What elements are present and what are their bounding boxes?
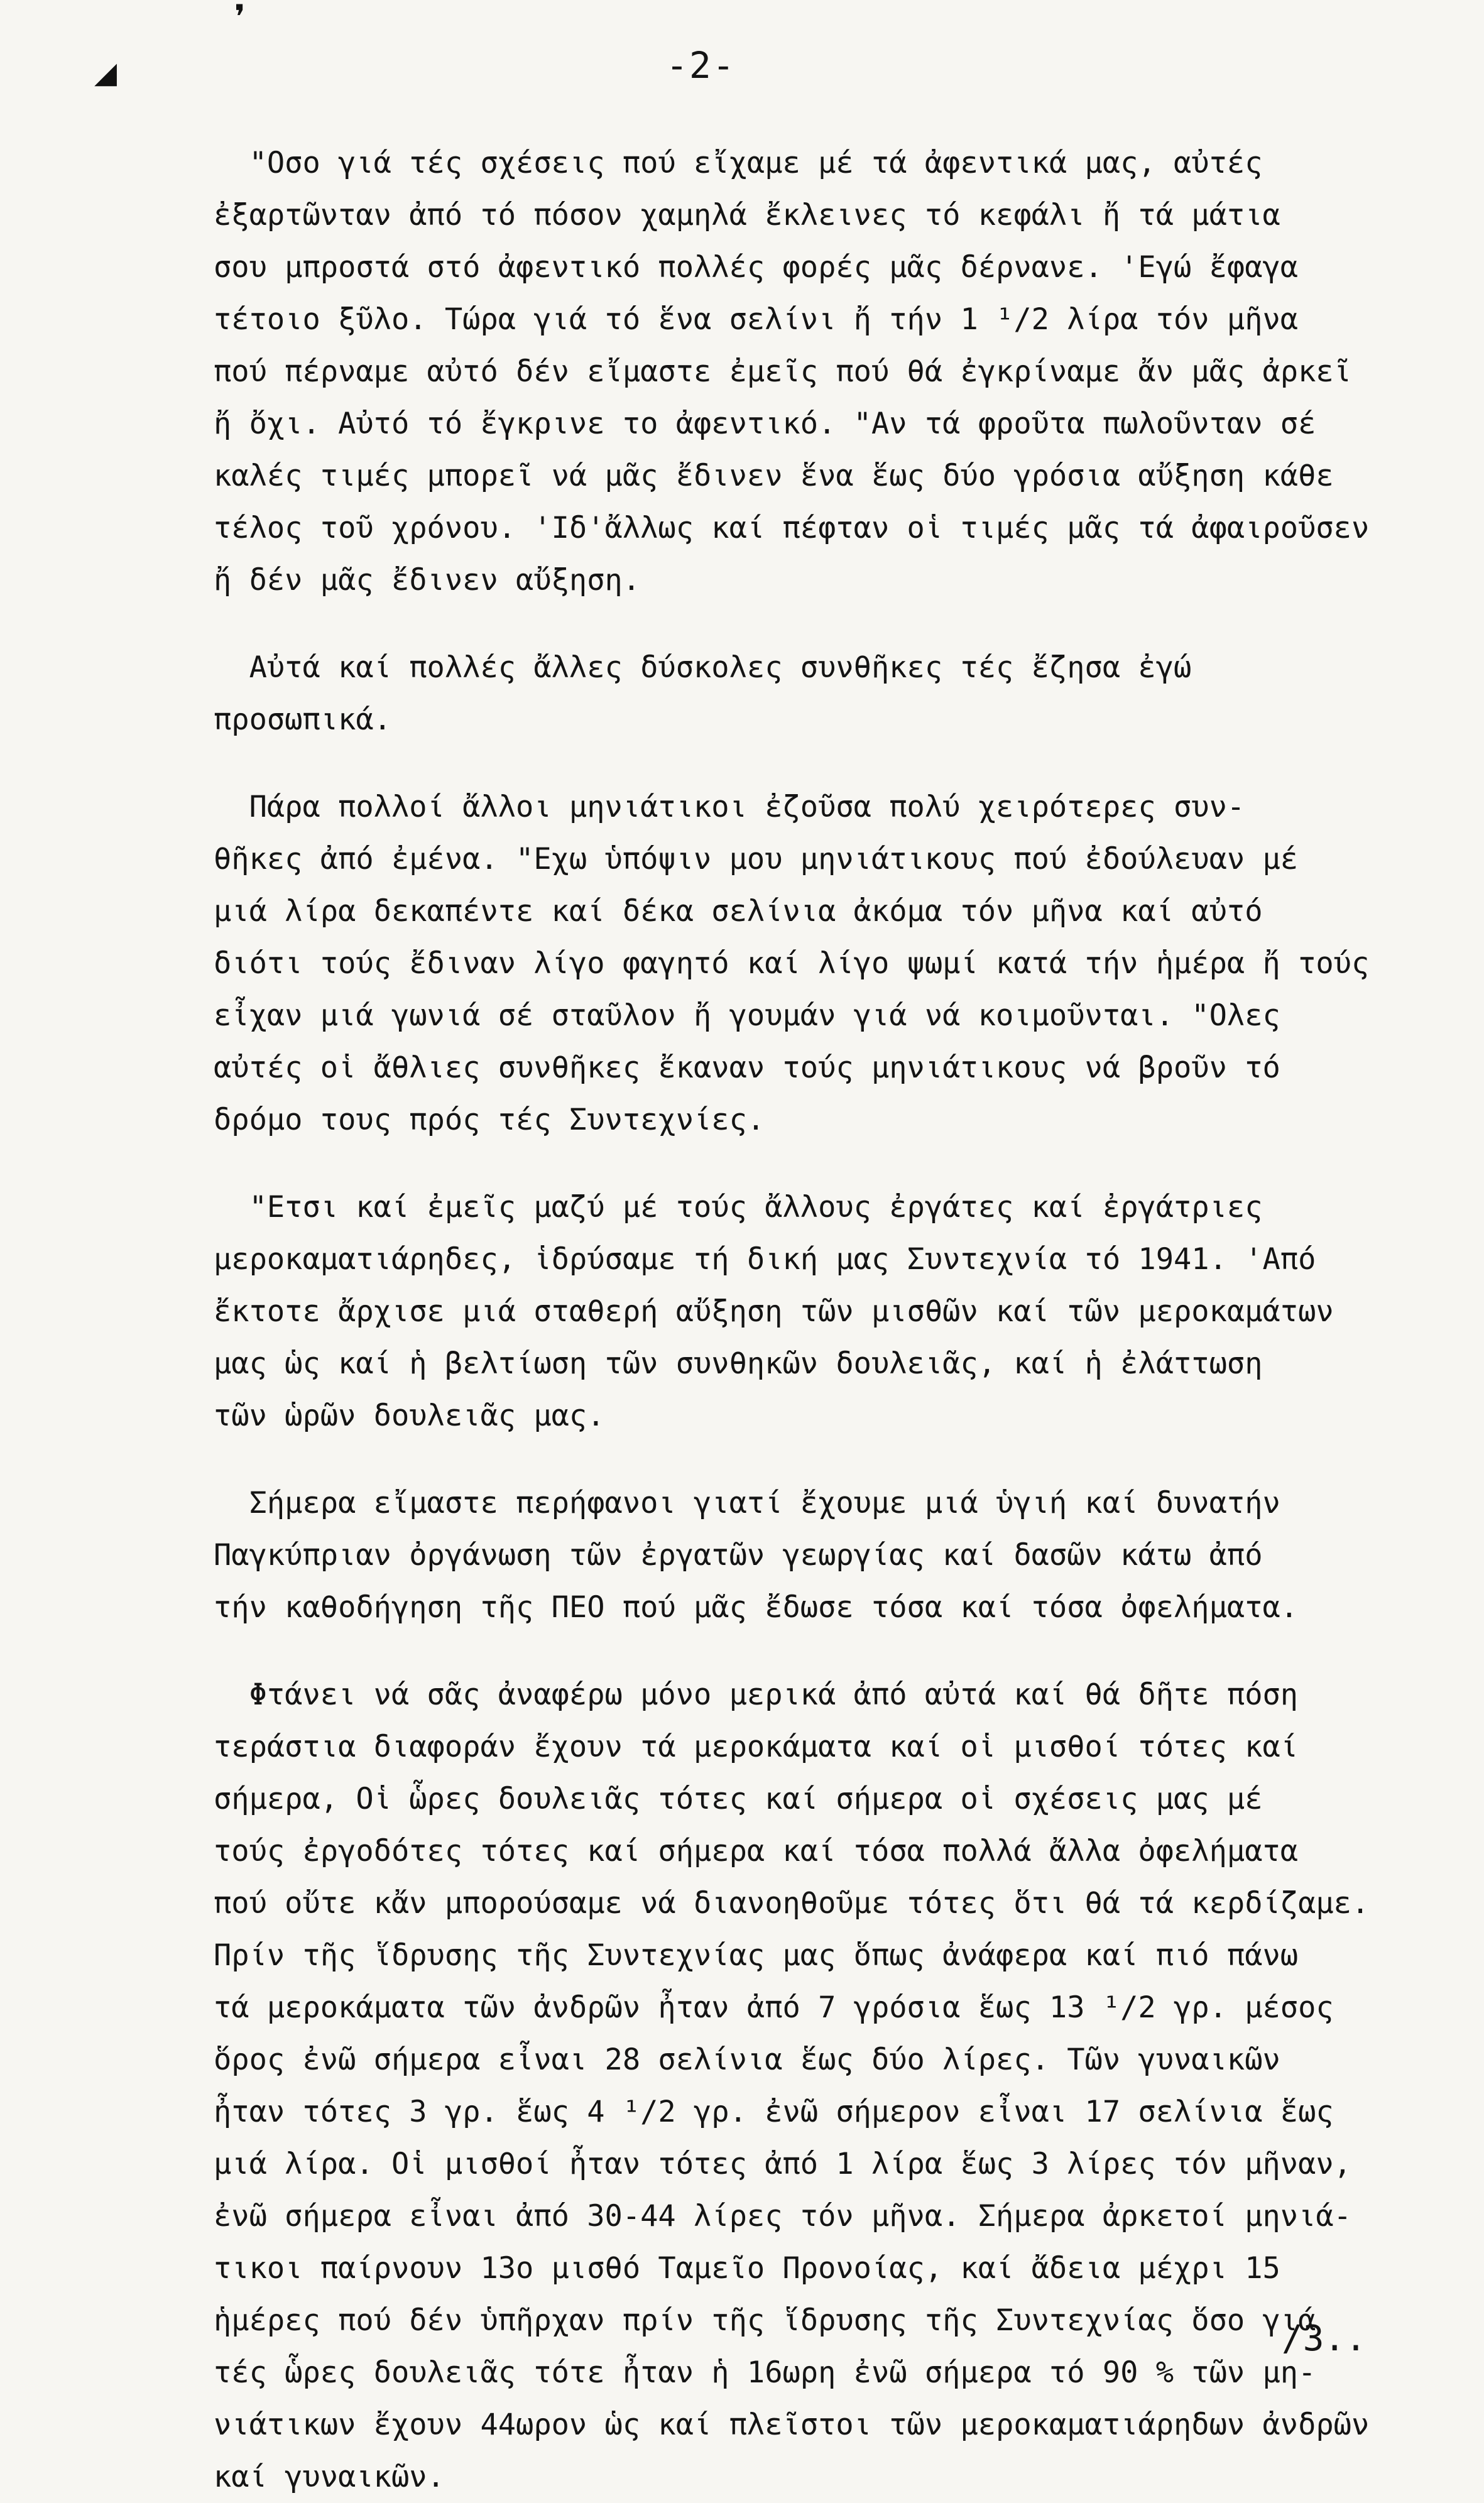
text-line: διότι τούς ἔδιναν λίγο φαγητό καί λίγο ψωμί κατά τήν ἡμέρα ἤ τούς: [214, 946, 1370, 981]
paragraph-5: [214, 1477, 1451, 1633]
text-line: ἐξαρτῶνταν ἀπό τό πόσον χαμηλά ἔκλεινες τό κεφάλι ἤ τά μάτια: [214, 198, 1280, 232]
ink-mark-corner: ◢: [94, 50, 117, 94]
text-line: σήμερα, Οἱ ὧρες δουλειᾶς τότες καί σήμερα οἱ σχέσεις μας μέ: [214, 1782, 1263, 1816]
continuation-marker: /3..: [1282, 2318, 1367, 2359]
text-line: τεράστια διαφοράν ἔχουν τά μεροκάματα καί οἱ μισθοί τότες καί: [214, 1730, 1299, 1764]
text-line: ὅρος ἐνῶ σήμερα εἶναι 28 σελίνια ἕως δύο λίρες. Τῶν γυναικῶν: [214, 2042, 1280, 2077]
text-line: μιά λίρα δεκαπέντε καί δέκα σελίνια ἀκόμα τόν μῆνα καί αὐτό: [214, 894, 1263, 929]
paragraph-4: [214, 1181, 1451, 1442]
text-line: καί γυναικῶν.: [214, 2460, 445, 2494]
page-number: -2-: [666, 44, 736, 87]
text-line: ἡμέρες πού δέν ὑπῆρχαν πρίν τῆς ἵδρυσης τῆς Συντεχνίας ὅσο γιά: [214, 2303, 1316, 2338]
text-line: εἶχαν μιά γωνιά σέ σταῦλον ἤ γουμάν γιά νά κοιμοῦνται. "Ολες: [214, 998, 1280, 1033]
text-line: προσωπικά.: [214, 702, 391, 737]
document-body: [214, 137, 1451, 2503]
text-line: "Ετσι καί ἐμεῖς μαζύ μέ τούς ἄλλους ἐργάτες καί ἐργάτριες: [214, 1190, 1263, 1224]
text-line: Πρίν τῆς ἵδρυσης τῆς Συντεχνίας μας ὅπως ἀνάφερα καί πιό πάνω: [214, 1938, 1299, 1973]
text-line: Πάρα πολλοί ἄλλοι μηνιάτικοι ἐζοῦσα πολύ χειρότερες συν-: [214, 790, 1245, 824]
text-line: Παγκύπριαν ὀργάνωση τῶν ἐργατῶν γεωργίας καί δασῶν κάτω ἀπό: [214, 1538, 1263, 1573]
text-line: πού οὔτε κἄν μπορούσαμε νά διανοηθοῦμε τότες ὅτι θά τά κερδίζαμε.: [214, 1886, 1370, 1921]
text-line: μιά λίρα. Οἱ μισθοί ἦταν τότες ἀπό 1 λίρα ἕως 3 λίρες τόν μῆναν,: [214, 2147, 1351, 2181]
paragraph-6: [214, 1669, 1451, 2503]
text-line: ἐνῶ σήμερα εἶναι ἀπό 30-44 λίρες τόν μῆνα. Σήμερα ἀρκετοί μηνιά-: [214, 2199, 1351, 2233]
text-line: μεροκαματιάρηδες, ἱδρύσαμε τή δική μας Συντεχνία τό 1941. 'Από: [214, 1242, 1316, 1277]
text-line: ἤ δέν μᾶς ἔδινεν αὔξηση.: [214, 563, 641, 597]
text-line: νιάτικων ἔχουν 44ωρον ὡς καί πλεῖστοι τῶν μεροκαματιάρηδων ἀνδρῶν: [214, 2408, 1370, 2442]
text-line: δρόμο τους πρός τές Συντεχνίες.: [214, 1103, 765, 1137]
text-line: Αὐτά καί πολλές ἄλλες δύσκολες συνθῆκες τές ἔζησα ἐγώ: [214, 650, 1192, 685]
text-line: Φτάνει νά σᾶς ἀναφέρω μόνο μερικά ἀπό αὐτά καί θά δῆτε πόση: [214, 1677, 1299, 1712]
text-line: σου μπροστά στό ἀφεντικό πολλές φορές μᾶς δέρνανε. 'Εγώ ἔφαγα: [214, 250, 1299, 285]
text-line: μας ὡς καί ἡ βελτίωση τῶν συνθηκῶν δουλειᾶς, καί ἡ ἐλάττωση: [214, 1346, 1263, 1381]
paragraph-1: [214, 137, 1451, 606]
text-line: πού πέρναμε αὐτό δέν εἴμαστε ἐμεῖς πού θά ἐγκρίναμε ἄν μᾶς ἀρκεῖ: [214, 354, 1351, 389]
text-line: τέλος τοῦ χρόνου. 'Ιδ'ἄλλως καί πέφταν οἱ τιμές μᾶς τά ἀφαιροῦσεν: [214, 511, 1370, 545]
text-line: θῆκες ἀπό ἐμένα. "Εχω ὑπόψιν μου μηνιάτικους πού ἐδούλευαν μέ: [214, 842, 1299, 876]
text-line: τῶν ὡρῶν δουλειᾶς μας.: [214, 1399, 605, 1433]
text-line: "Οσο γιά τές σχέσεις πού εἴχαμε μέ τά ἀφεντικά μας, αὐτές: [214, 146, 1263, 180]
text-line: ἔκτοτε ἄρχισε μιά σταθερή αὔξηση τῶν μισθῶν καί τῶν μεροκαμάτων: [214, 1294, 1334, 1329]
text-line: ἦταν τότες 3 γρ. ἕως 4 ¹/2 γρ. ἐνῶ σήμερον εἶναι 17 σελίνια ἕως: [214, 2095, 1334, 2129]
text-line: ἤ ὄχι. Αὐτό τό ἔγκρινε το ἀφεντικό. "Αν τά φροῦτα πωλοῦνταν σέ: [214, 406, 1316, 441]
paragraph-3: [214, 781, 1451, 1146]
text-line: τέτοιο ξῦλο. Τώρα γιά τό ἕνα σελίνι ἤ τήν 1 ¹/2 λίρα τόν μῆνα: [214, 302, 1299, 337]
text-line: τούς ἐργοδότες τότες καί σήμερα καί τόσα πολλά ἄλλα ὀφελήματα: [214, 1834, 1299, 1868]
text-line: τές ὧρες δουλειᾶς τότε ἦταν ἡ 16ωρη ἐνῶ σήμερα τό 90 % τῶν μη-: [214, 2355, 1316, 2390]
text-line: Σήμερα εἴμαστε περήφανοι γιατί ἔχουμε μιά ὑγιή καί δυνατήν: [214, 1486, 1280, 1520]
text-line: καλές τιμές μπορεῖ νά μᾶς ἔδινεν ἕνα ἕως δύο γρόσια αὔξηση κάθε: [214, 459, 1334, 493]
paragraph-2: [214, 641, 1451, 746]
ink-mark-top: ❜: [226, 0, 253, 46]
text-line: τήν καθοδήγηση τῆς ΠΕΟ πού μᾶς ἔδωσε τόσα καί τόσα ὀφελήματα.: [214, 1590, 1299, 1625]
text-line: αὐτές οἱ ἄθλιες συνθῆκες ἔκαναν τούς μηνιάτικους νά βροῦν τό: [214, 1050, 1280, 1085]
text-line: τικοι παίρνουν 13ο μισθό Ταμεῖο Προνοίας, καί ἄδεια μέχρι 15: [214, 2251, 1280, 2286]
text-line: τά μεροκάματα τῶν ἀνδρῶν ἦταν ἀπό 7 γρόσια ἕως 13 ¹/2 γρ. μέσος: [214, 1990, 1334, 2025]
